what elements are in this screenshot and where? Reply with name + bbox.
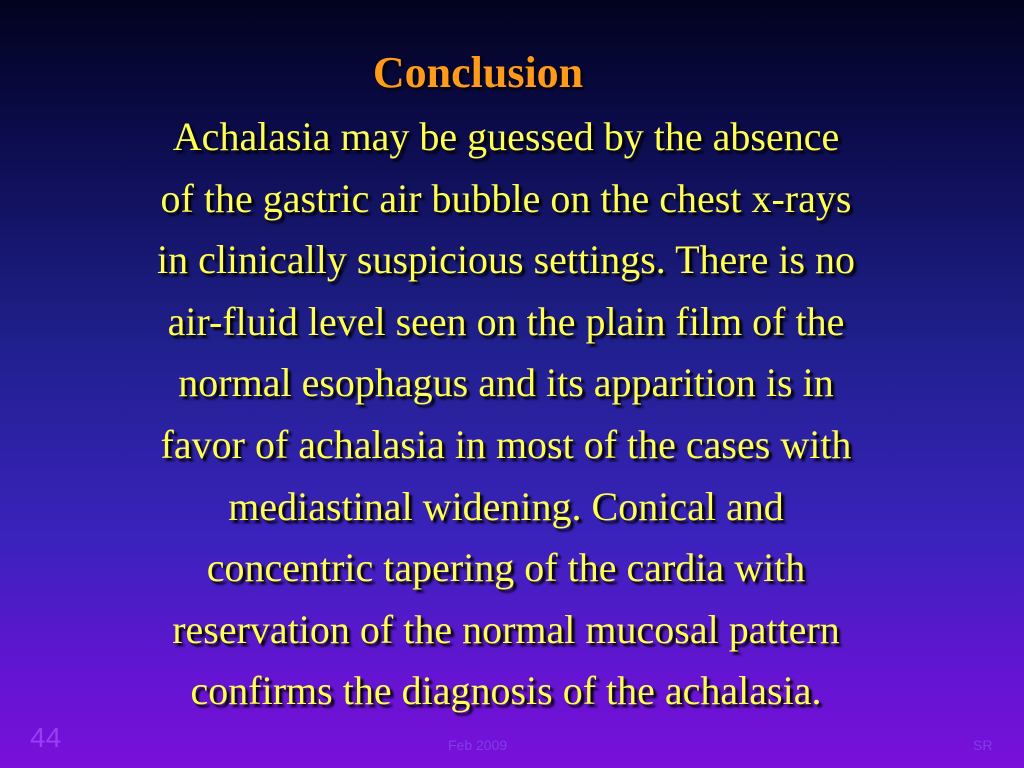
body-line: favor of achalasia in most of the cases with [160, 421, 852, 467]
body-line: normal esophagus and its apparition is in [178, 360, 834, 406]
slide-body-text [40, 106, 972, 722]
slide-number: 44 [30, 722, 62, 753]
body-line: air-fluid level seen on the plain film of the [167, 298, 845, 344]
footer-date: Feb 2009 [448, 737, 508, 753]
body-line: Achalasia may be guessed by the absence [172, 114, 840, 159]
body-line: concentric tapering of the cardia with [206, 545, 806, 591]
body-line: reservation of the normal mucosal pattern [172, 606, 840, 652]
body-line: confirms the diagnosis of the achalasia. [190, 668, 822, 714]
slide-title: Conclusion [372, 48, 584, 97]
footer-author: SR [973, 737, 993, 753]
body-line: of the gastric air bubble on the chest x-rays [160, 175, 852, 221]
body-line: in clinically suspicious settings. There is no [156, 237, 856, 283]
body-line: mediastinal widening. Conical and [228, 483, 784, 529]
